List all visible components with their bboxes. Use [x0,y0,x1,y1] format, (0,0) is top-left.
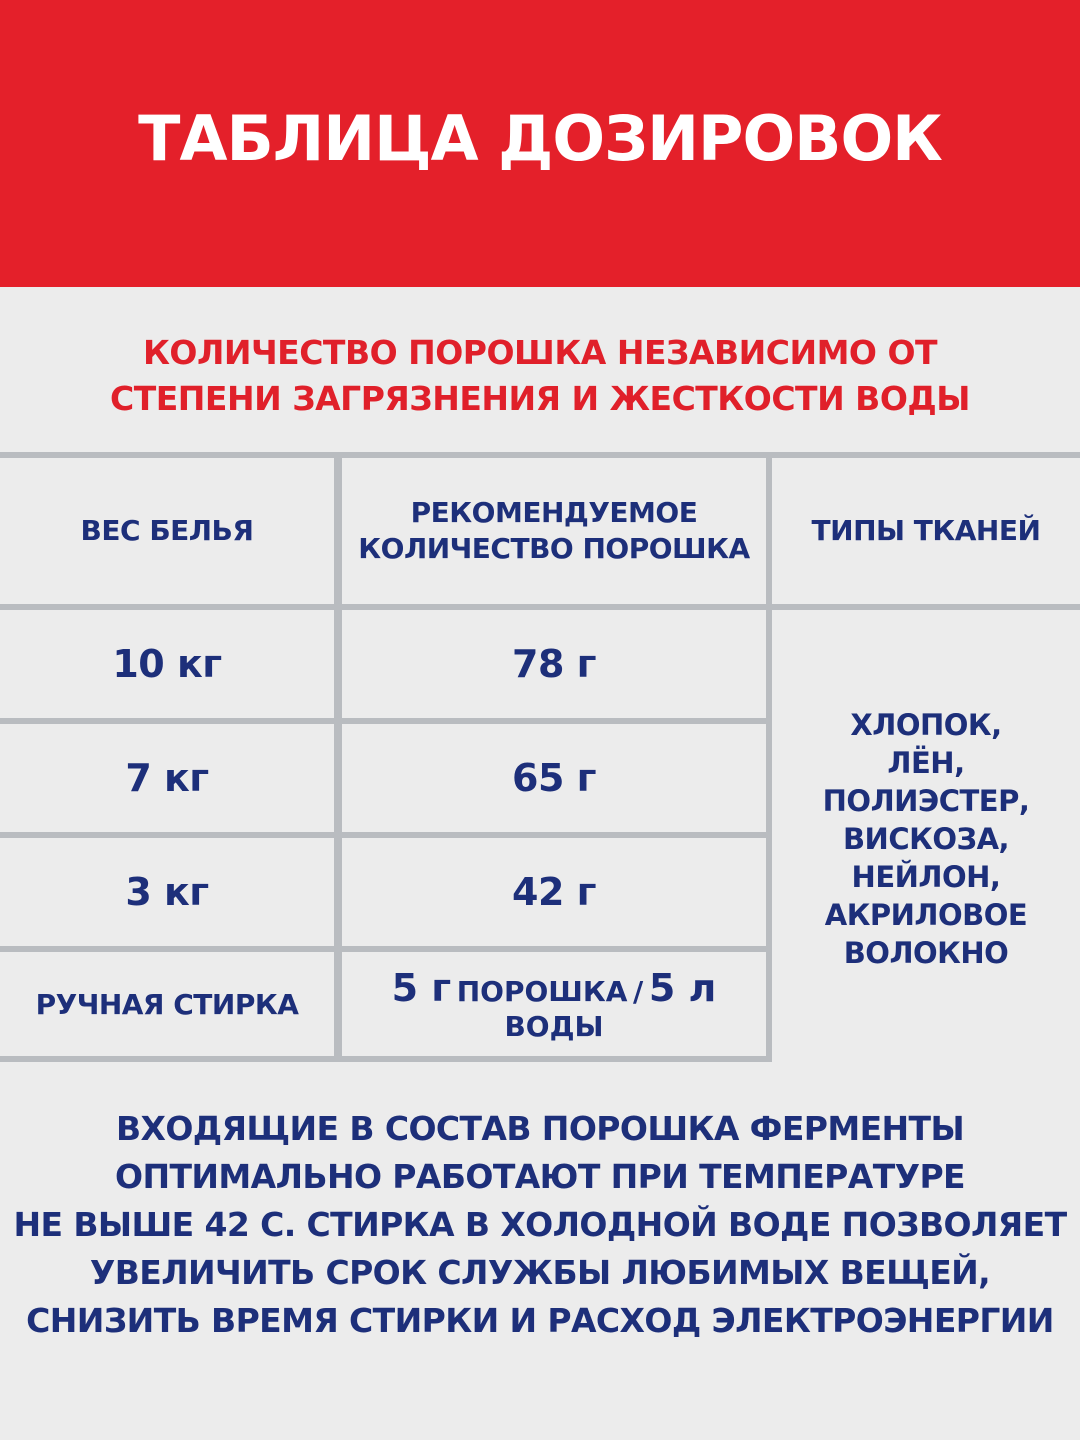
table-row-weight [0,724,334,832]
header-fabrics: ТИПЫ ТКАНЕЙ [811,514,1041,547]
table-row-amount [342,838,766,946]
table-row-weight [0,838,334,946]
fabric-item: ВИСКОЗА, [842,822,1010,856]
subtitle-line: СТЕПЕНИ ЗАГРЯЗНЕНИЯ И ЖЕСТКОСТИ ВОДЫ [110,379,970,418]
footer-line: ОПТИМАЛЬНО РАБОТАЮТ ПРИ ТЕМПЕРАТУРЕ [115,1157,965,1196]
footer-line: УВЕЛИЧИТЬ СРОК СЛУЖБЫ ЛЮБИМЫХ ВЕЩЕЙ, [89,1253,991,1292]
header-amount-line2: КОЛИЧЕСТВО ПОРОШКА [358,532,750,565]
header-banner [0,0,1080,287]
hand-wash-powder-word: ПОРОШКА [456,974,628,1008]
hand-wash-separator: / [633,974,644,1008]
fabric-item: НЕЙЛОН, [851,860,1001,894]
amount-value: 78 г [512,642,596,686]
subtitle [0,330,1080,422]
hand-wash-powder-value: 5 г [391,965,452,1010]
hand-wash-amount-cell [342,952,766,1056]
footer-line: ВХОДЯЩИЕ В СОСТАВ ПОРОШКА ФЕРМЕНТЫ [115,1109,965,1148]
footer-line: НЕ ВЫШЕ 42 С. СТИРКА В ХОЛОДНОЙ ВОДЕ ПОЗВОЛЯЕТ [13,1205,1067,1244]
header-weight-cell [0,458,334,604]
fabric-item: ВОЛОКНО [843,936,1009,970]
page-title: ТАБЛИЦА ДОЗИРОВОК [138,102,942,175]
weight-value: 10 кг [112,642,222,686]
subtitle-line: КОЛИЧЕСТВО ПОРОШКА НЕЗАВИСИМО ОТ [142,333,938,372]
table-row-amount [342,610,766,718]
table-row-weight [0,610,334,718]
footer-note [0,1105,1080,1345]
dosage-table [0,452,1080,1062]
amount-value: 65 г [512,756,596,800]
weight-value: 3 кг [125,870,209,914]
hand-wash-label: РУЧНАЯ СТИРКА [35,987,299,1021]
header-fabrics-cell [772,458,1080,604]
footer-line: СНИЗИТЬ ВРЕМЯ СТИРКИ И РАСХОД ЭЛЕКТРОЭНЕРГИИ [26,1301,1054,1340]
fabric-item: ПОЛИЭСТЕР, [822,784,1030,818]
fabric-item: ХЛОПОК, [850,708,1002,742]
hand-wash-label-cell [0,952,334,1056]
table-row-amount [342,724,766,832]
header-amount-line1: РЕКОМЕНДУЕМОЕ [410,496,698,529]
hand-wash-water-value: 5 л [648,965,717,1010]
fabrics-cell [772,610,1080,1062]
header-weight: ВЕС БЕЛЬЯ [80,514,254,547]
amount-value: 42 г [512,870,596,914]
fabric-item: ЛЁН, [887,746,965,780]
header-amount-cell [342,458,766,604]
weight-value: 7 кг [125,756,209,800]
fabric-item: АКРИЛОВОЕ [824,898,1028,932]
hand-wash-water-word: ВОДЫ [504,1009,604,1043]
